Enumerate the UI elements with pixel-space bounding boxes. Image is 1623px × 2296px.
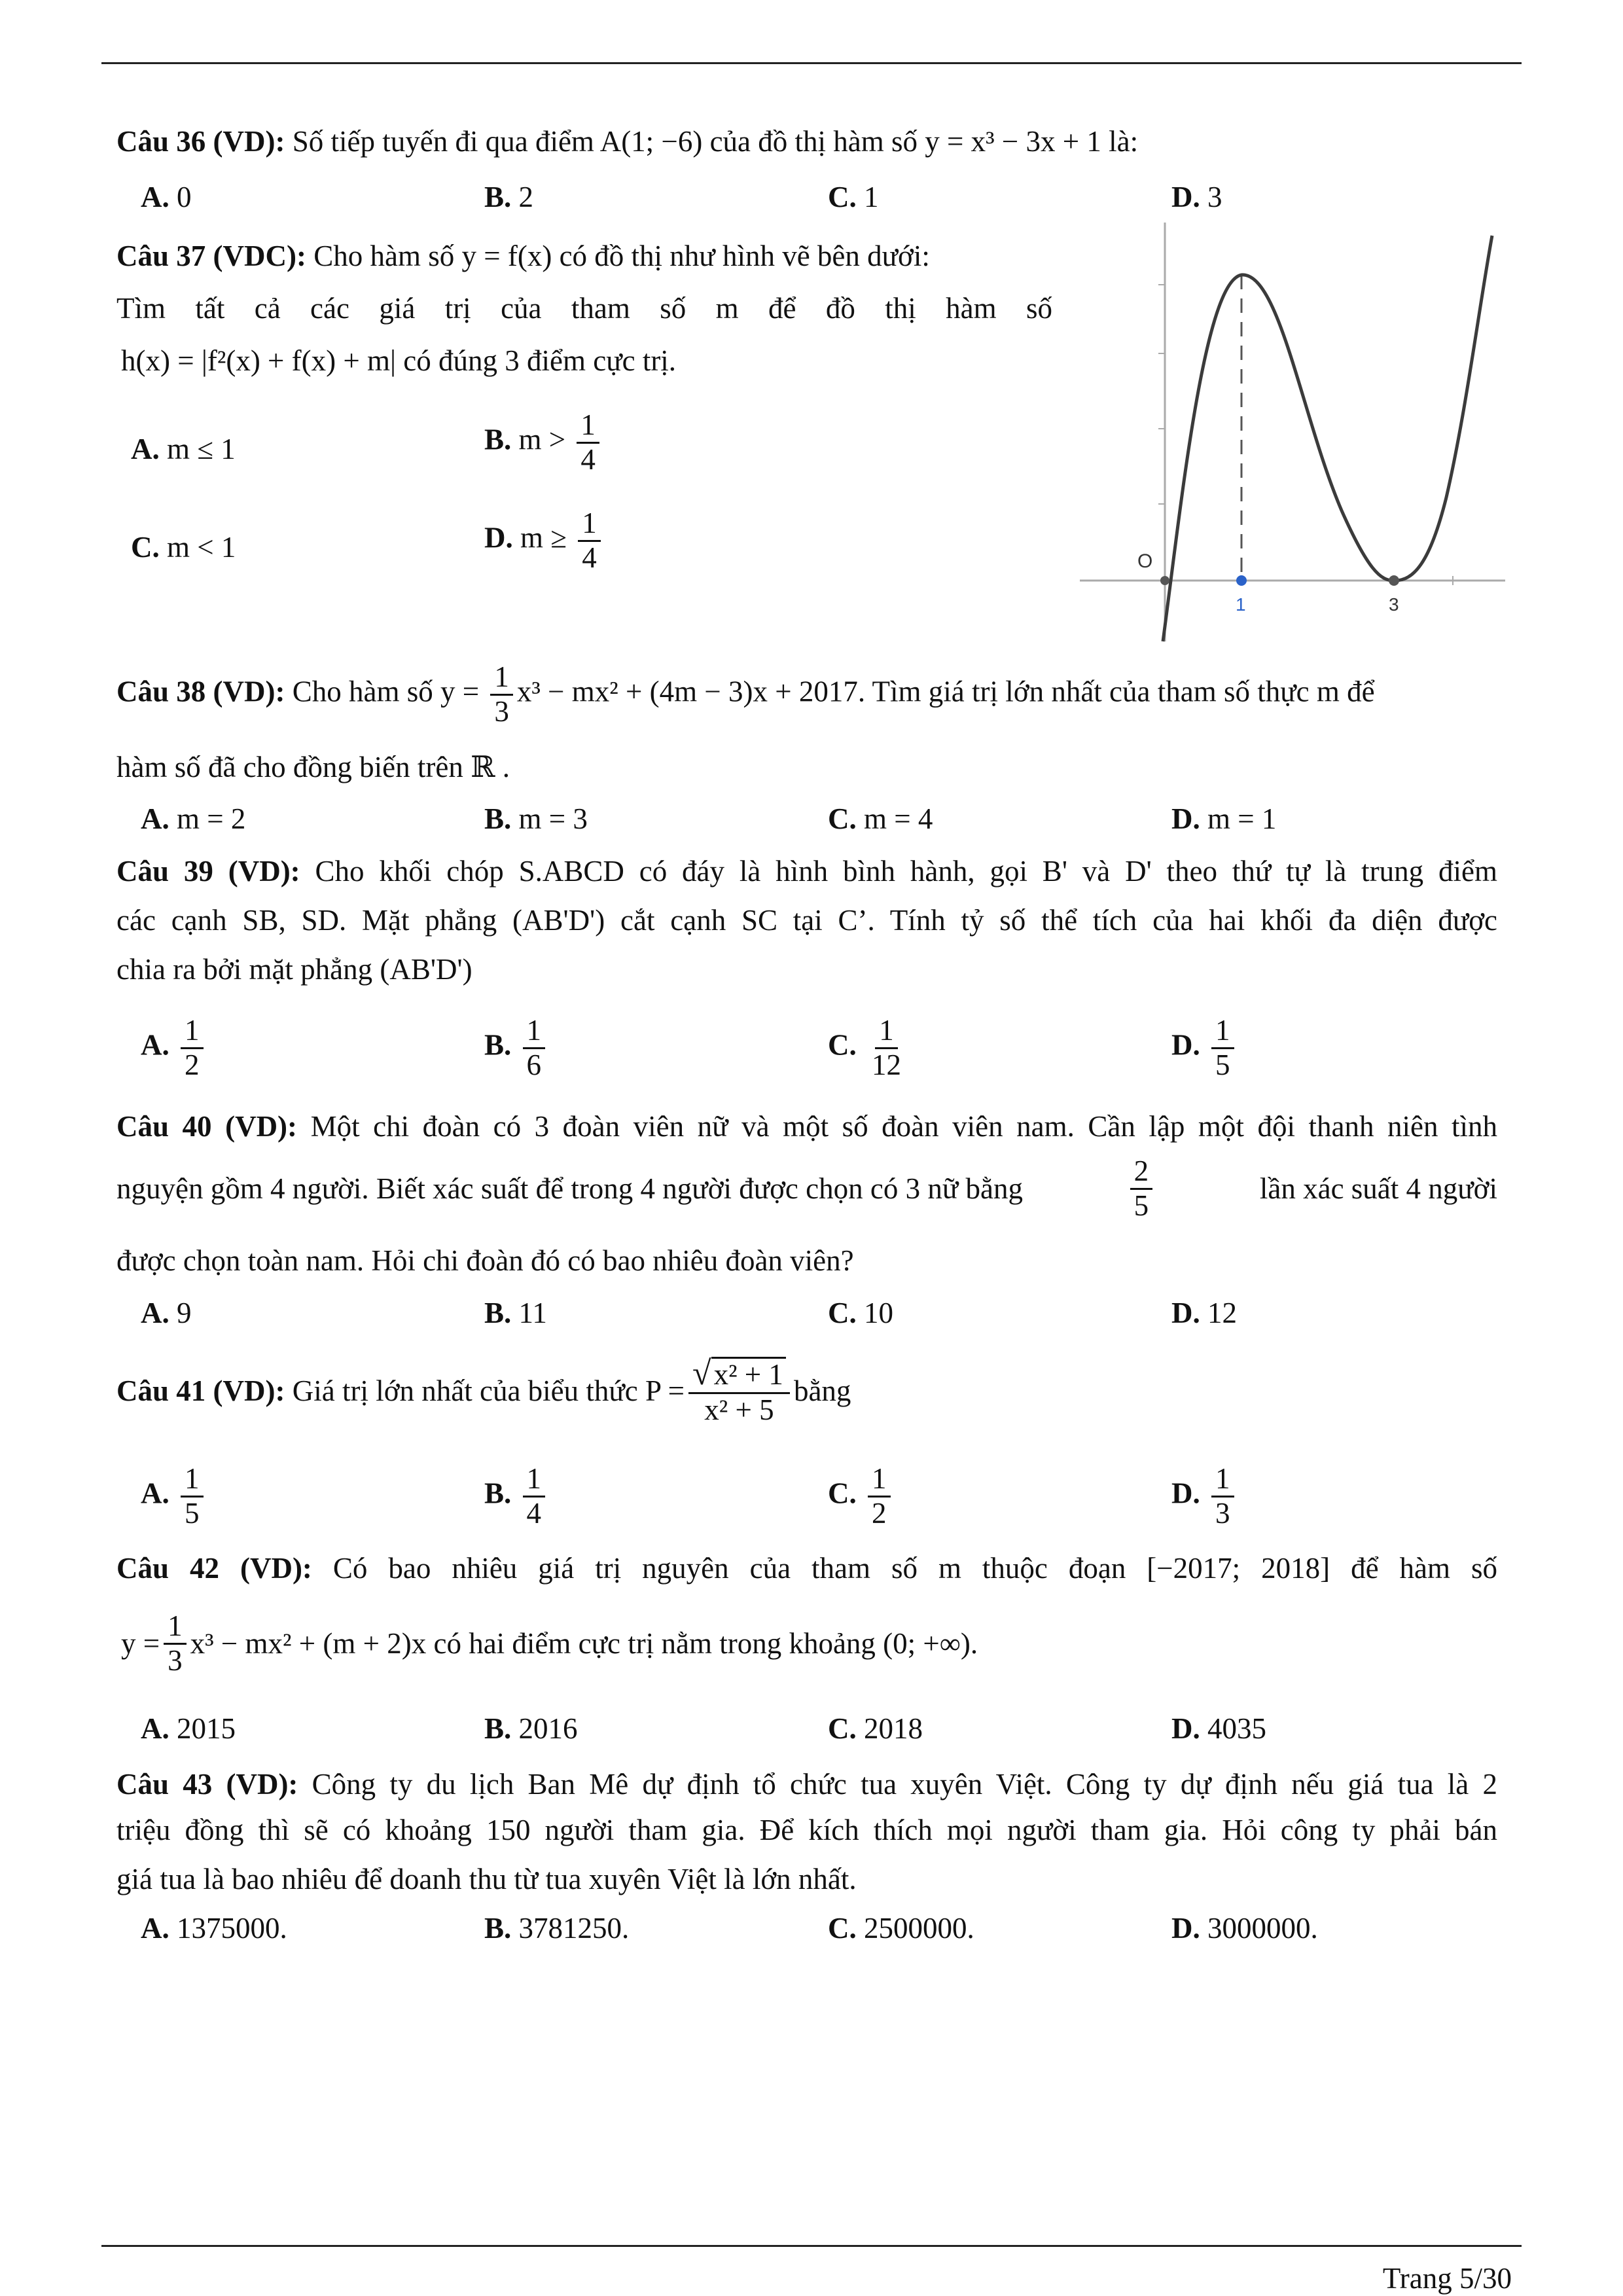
question-40: Câu 40 (VD): Một chi đoàn có 3 đoàn viên nữ và một số đoàn viên nam. Cần lập một đội thanh niên tình xyxy=(116,1110,1498,1143)
q43-option-b[interactable]: B. 3781250. xyxy=(484,1912,630,1945)
q40-option-b[interactable]: B. 11 xyxy=(484,1297,547,1329)
question-43: Câu 43 (VD): Công ty du lịch Ban Mê dự định tổ chức tua xuyên Việt. Công ty dự định nếu giá tua là 2 xyxy=(116,1768,1497,1801)
q43-option-d[interactable]: D. 3000000. xyxy=(1171,1912,1318,1945)
q38-option-d[interactable]: D. m = 1 xyxy=(1171,802,1277,835)
question-37-label: Câu 37 (VDC): xyxy=(116,240,306,272)
question-39-line3: chia ra bởi mặt phẳng (AB'D') xyxy=(116,953,473,986)
footer-rule xyxy=(101,2245,1522,2247)
tick-label-3: 3 xyxy=(1389,594,1399,615)
question-39: Câu 39 (VD): Cho khối chóp S.ABCD có đáy là hình bình hành, gọi B' và D' theo thứ tự là trung điểm xyxy=(116,855,1497,888)
q42-option-a[interactable]: A. 2015 xyxy=(141,1712,236,1745)
q36-option-c[interactable]: C. 1 xyxy=(828,181,879,213)
question-40-line3: được chọn toàn nam. Hỏi chi đoàn đó có bao nhiêu đoàn viên? xyxy=(116,1244,854,1277)
q38-option-b[interactable]: B. m = 3 xyxy=(484,802,588,835)
q39-option-b[interactable]: B. $\frac{1}{6}$ xyxy=(484,1014,549,1081)
q37-option-d[interactable]: D. m ≥ $\frac{1}{4}$ xyxy=(484,507,605,574)
q40-option-d[interactable]: D. 12 xyxy=(1171,1297,1237,1329)
question-40-line2: nguyện gồm 4 người. Biết xác suất để trong 4 người được chọn có 3 nữ bằng $\frac{2}{5}$ lần xác suất 4 người xyxy=(116,1155,1497,1222)
question-37-line2: Tìm tất cả các giá trị của tham số m để đồ thị hàm số xyxy=(116,292,1052,325)
question-38-line2: hàm số đã cho đồng biến trên ℝ . xyxy=(116,751,510,783)
question-42-line2: y = $\frac{1}{3}$ x³ − mx² + (m + 2)x có hai điểm cực trị nằm trong khoảng (0; +∞). xyxy=(121,1609,978,1677)
question-43-line3: giá tua là bao nhiêu để doanh thu từ tua xuyên Việt là lớn nhất. xyxy=(116,1863,857,1895)
q36-option-d[interactable]: D. 3 xyxy=(1171,181,1222,213)
q38-option-a[interactable]: A. m = 2 xyxy=(141,802,246,835)
q38-option-c[interactable]: C. m = 4 xyxy=(828,802,933,835)
q41-option-d[interactable]: D. $\frac{1}{3}$ xyxy=(1171,1463,1238,1530)
question-42: Câu 42 (VD): Có bao nhiêu giá trị nguyên của tham số m thuộc đoạn [−2017; 2018] để hàm số xyxy=(116,1552,1497,1585)
q36-option-b[interactable]: B. 2 xyxy=(484,181,534,213)
header-rule xyxy=(101,62,1522,64)
question-41: Câu 41 (VD): Giá trị lớn nhất của biểu thức P = $\frac{\text{√x² + 1}}{\text{x² + 5}}$ bằng xyxy=(116,1355,851,1427)
q43-option-c[interactable]: C. 2500000. xyxy=(828,1912,974,1945)
q39-option-d[interactable]: D. $\frac{1}{5}$ xyxy=(1171,1014,1238,1081)
q39-option-a[interactable]: A. $\frac{1}{2}$ xyxy=(141,1014,207,1081)
q41-option-a[interactable]: A. $\frac{1}{5}$ xyxy=(141,1463,207,1530)
origin-point xyxy=(1160,576,1169,585)
q39-option-c[interactable]: C. $\frac{1}{12}$ xyxy=(828,1014,901,1081)
q41-option-c[interactable]: C. $\frac{1}{2}$ xyxy=(828,1463,895,1530)
question-36: Câu 36 (VD): Số tiếp tuyến đi qua điểm A(1; −6) của đồ thị hàm số y = x³ − 3x + 1 là: xyxy=(116,125,1139,158)
q37-option-b[interactable]: B. m > $\frac{1}{4}$ xyxy=(484,409,603,476)
question-37: Câu 37 (VDC): Cho hàm số y = f(x) có đồ thị như hình vẽ bên dưới: xyxy=(116,240,930,272)
question-37-line3: h(x) = |f²(x) + f(x) + m| có đúng 3 điểm cực trị. xyxy=(121,344,677,377)
q42-option-b[interactable]: B. 2016 xyxy=(484,1712,578,1745)
origin-label: O xyxy=(1137,550,1153,572)
q40-option-c[interactable]: C. 10 xyxy=(828,1297,893,1329)
q37-option-a[interactable]: A. m ≤ 1 xyxy=(131,433,236,465)
q42-option-d[interactable]: D. 4035 xyxy=(1171,1712,1266,1745)
question-38: Câu 38 (VD): Cho hàm số y = $\frac{1}{3}$ x³ − mx² + (4m − 3)x + 2017. Tìm giá trị lớn nhất của tham số thực m để xyxy=(116,660,1375,728)
question-39-line2: các cạnh SB, SD. Mặt phẳng (AB'D') cắt cạnh SC tại C’. Tính tỷ số thể tích của hai khối đa diện được xyxy=(116,904,1497,937)
q40-option-a[interactable]: A. 9 xyxy=(141,1297,192,1329)
q37-function-graph xyxy=(1060,223,1505,655)
q36-option-a[interactable]: A. 0 xyxy=(141,181,192,213)
q43-option-a[interactable]: A. 1375000. xyxy=(141,1912,287,1945)
tick-label-1: 1 xyxy=(1236,594,1246,615)
question-43-line2: triệu đồng thì sẽ có khoảng 150 người tham gia. Để kích thích mọi người tham gia. Hỏi công ty phải bán xyxy=(116,1814,1497,1846)
q37-option-c[interactable]: C. m < 1 xyxy=(131,531,236,564)
point-x3 xyxy=(1389,575,1399,586)
page-number: Trang 5/30 xyxy=(1382,2262,1512,2295)
point-x1 xyxy=(1236,575,1247,586)
q42-option-c[interactable]: C. 2018 xyxy=(828,1712,923,1745)
q41-option-b[interactable]: B. $\frac{1}{4}$ xyxy=(484,1463,549,1530)
question-36-label: Câu 36 (VD): xyxy=(116,125,285,158)
